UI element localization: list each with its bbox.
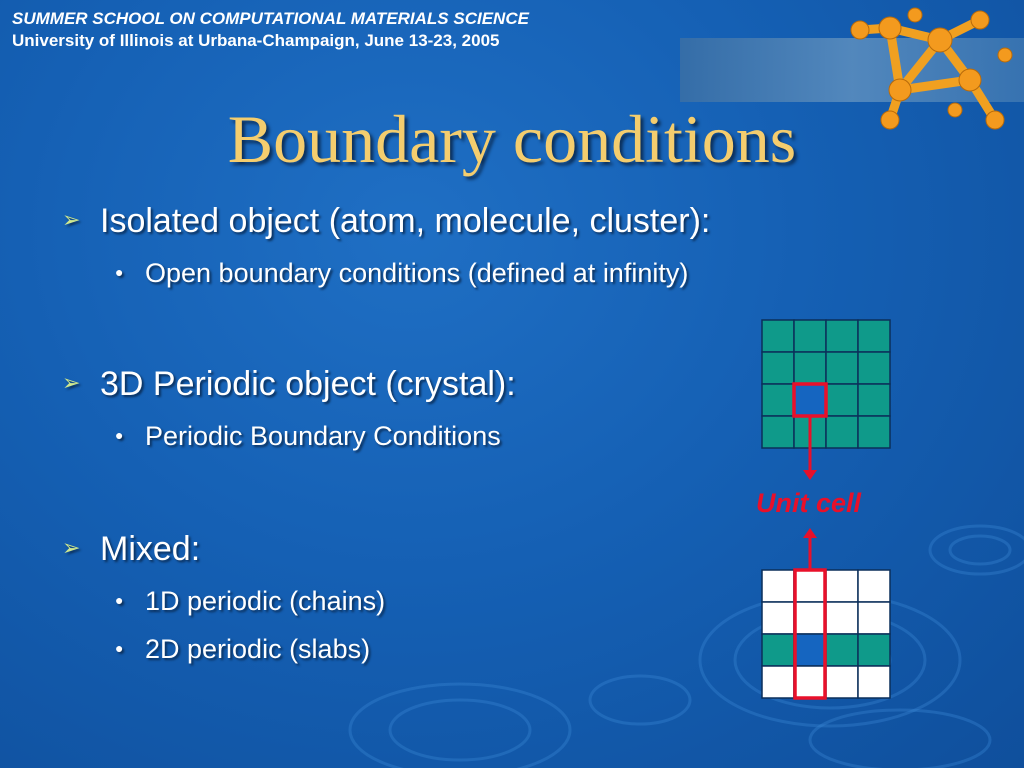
slide-title: Boundary conditions bbox=[227, 101, 797, 177]
header-line-1: SUMMER SCHOOL ON COMPUTATIONAL MATERIALS SCIENCE bbox=[12, 9, 529, 28]
list-item bbox=[115, 634, 370, 665]
unit-cell-label: Unit cell bbox=[756, 488, 862, 518]
list-item bbox=[115, 586, 385, 617]
arrow-bullet-icon: ➢ bbox=[62, 535, 81, 560]
section-label: 3D Periodic object (crystal): bbox=[100, 365, 516, 403]
dot-bullet-icon: ● bbox=[115, 264, 124, 280]
dot-bullet-icon: ● bbox=[115, 640, 124, 656]
dot-bullet-icon: ● bbox=[115, 427, 124, 443]
conference-header bbox=[12, 8, 529, 52]
list-item-text: 1D periodic (chains) bbox=[145, 586, 386, 616]
section-periodic bbox=[62, 365, 516, 404]
list-item bbox=[115, 258, 688, 289]
list-item-text: Open boundary conditions (defined at infinity) bbox=[145, 258, 689, 288]
list-item-text: Periodic Boundary Conditions bbox=[145, 421, 501, 451]
mixed-periodic-grid bbox=[760, 568, 894, 702]
header-line-2: University of Illinois at Urbana-Champaign, June 13-23, 2005 bbox=[12, 31, 500, 50]
list-item bbox=[115, 421, 501, 452]
arrow-bullet-icon: ➢ bbox=[62, 207, 81, 232]
periodic-3d-grid bbox=[760, 318, 894, 452]
section-label: Mixed: bbox=[100, 530, 201, 568]
section-mixed bbox=[62, 530, 200, 569]
arrow-bullet-icon: ➢ bbox=[62, 370, 81, 395]
section-isolated bbox=[62, 202, 710, 241]
arrow-down-icon bbox=[800, 416, 822, 482]
section-label: Isolated object (atom, molecule, cluster): bbox=[100, 202, 711, 240]
dot-bullet-icon: ● bbox=[115, 592, 124, 608]
arrow-up-icon bbox=[800, 526, 822, 570]
list-item-text: 2D periodic (slabs) bbox=[145, 634, 371, 664]
